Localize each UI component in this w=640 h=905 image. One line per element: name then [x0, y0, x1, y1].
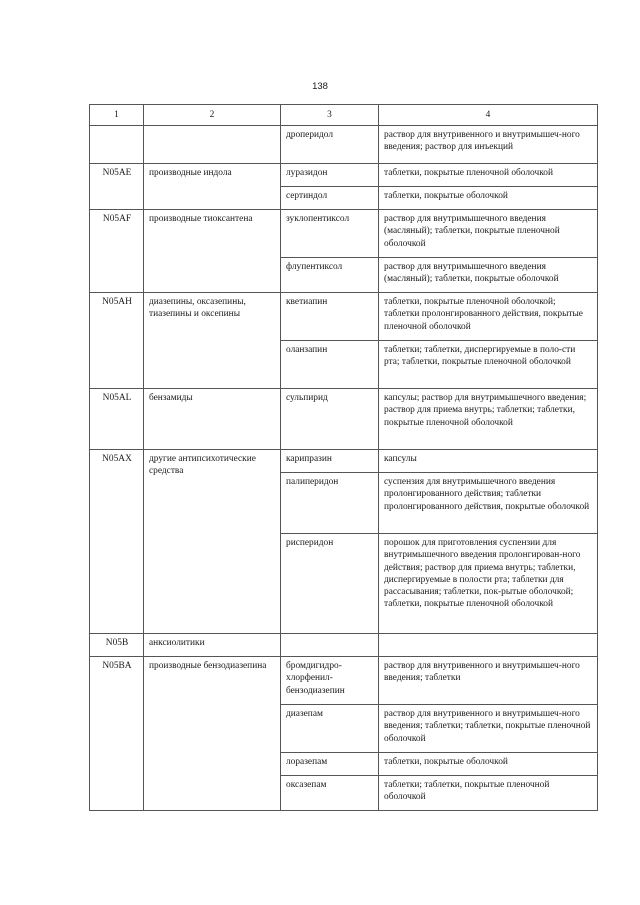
drug-name-cell: кветиапин: [281, 293, 379, 341]
group-name-cell: бензамиды: [144, 389, 281, 450]
drug-name-cell: рисперидон: [281, 534, 379, 634]
dosage-forms-cell: таблетки; таблетки, диспергируемые в поло-сти рта; таблетки, покрытые пленочной оболочкой: [379, 341, 598, 389]
dosage-forms-cell: суспензия для внутримышечного введения пролонгированного действия; таблетки пролонгированного действия, покрытые оболочкой: [379, 473, 598, 534]
drug-name-cell: зуклопентиксол: [281, 210, 379, 258]
dosage-forms-cell: таблетки, покрытые оболочкой: [379, 753, 598, 776]
drug-name-cell: оланзапин: [281, 341, 379, 389]
table-row: [90, 389, 598, 450]
column-header-4: 4: [379, 105, 598, 126]
drug-name-cell: [281, 634, 379, 657]
table-row: [90, 657, 598, 705]
group-name-cell: производные индола: [144, 164, 281, 210]
group-name-cell: производные тиоксантена: [144, 210, 281, 293]
dosage-forms-cell: таблетки, покрытые пленочной оболочкой; таблетки пролонгированного действия, покрытые пленочной оболочкой: [379, 293, 598, 341]
table-row: [90, 634, 598, 657]
atc-code-cell: N05AF: [90, 210, 144, 293]
group-name-cell: диазепины, оксазепины, тиазепины и оксепины: [144, 293, 281, 389]
table-row: [90, 164, 598, 187]
drug-name-cell: дроперидол: [281, 126, 379, 164]
dosage-forms-cell: раствор для внутривенного и внутримышеч-ного введения; таблетки; таблетки, покрытые пленочной оболочкой: [379, 705, 598, 753]
atc-code-cell: N05AH: [90, 293, 144, 389]
table-row: [90, 126, 598, 164]
dosage-forms-cell: капсулы; раствор для внутримышечного введения; раствор для приема внутрь; таблетки; таблетки, покрытые пленочной оболочкой: [379, 389, 598, 450]
group-name-cell: анксиолитики: [144, 634, 281, 657]
drug-name-cell: лоразепам: [281, 753, 379, 776]
table-row: [90, 450, 598, 473]
drug-classification-table: [89, 104, 598, 811]
table-row: [90, 210, 598, 258]
group-name-cell: производные бензодиазепина: [144, 657, 281, 811]
dosage-forms-cell: таблетки; таблетки, покрытые пленочной оболочкой: [379, 776, 598, 811]
dosage-forms-cell: капсулы: [379, 450, 598, 473]
drug-name-cell: палиперидон: [281, 473, 379, 534]
column-header-2: 2: [144, 105, 281, 126]
page-number: 138: [312, 81, 328, 92]
drug-name-cell: диазепам: [281, 705, 379, 753]
dosage-forms-cell: раствор для внутримышечного введения (масляный); таблетки, покрытые оболочкой: [379, 258, 598, 293]
atc-code-cell: N05AL: [90, 389, 144, 450]
table-row: [90, 293, 598, 341]
drug-name-cell: луразидон: [281, 164, 379, 187]
drug-name-cell: оксазепам: [281, 776, 379, 811]
drug-name-cell: бромдигидро-хлорфенил-бензодиазепин: [281, 657, 379, 705]
atc-code-cell: N05AE: [90, 164, 144, 210]
group-name-cell: другие антипсихотические средства: [144, 450, 281, 634]
table-header-row: [90, 105, 598, 126]
dosage-forms-cell: таблетки, покрытые пленочной оболочкой: [379, 164, 598, 187]
group-name-cell: [144, 126, 281, 164]
dosage-forms-cell: таблетки, покрытые оболочкой: [379, 187, 598, 210]
dosage-forms-cell: раствор для внутримышечного введения (масляный); таблетки, покрытые пленочной оболочкой: [379, 210, 598, 258]
atc-code-cell: N05B: [90, 634, 144, 657]
dosage-forms-cell: раствор для внутривенного и внутримышеч-ного введения; таблетки: [379, 657, 598, 705]
dosage-forms-cell: порошок для приготовления суспензии для внутримышечного введения пролонгирован-ного действия; раствор для приема внутрь; таблетки, диспергируемые в полости рта; таблетки для рассасывания; таблетки, пок-рытые оболочкой; таблетки, покрытые пленочной оболочкой: [379, 534, 598, 634]
drug-name-cell: сульпирид: [281, 389, 379, 450]
dosage-forms-cell: раствор для внутривенного и внутримышеч-ного введения; раствор для инъекций: [379, 126, 598, 164]
dosage-forms-cell: [379, 634, 598, 657]
column-header-3: 3: [281, 105, 379, 126]
atc-code-cell: N05BA: [90, 657, 144, 811]
drug-name-cell: карипразин: [281, 450, 379, 473]
atc-code-cell: [90, 126, 144, 164]
atc-code-cell: N05AX: [90, 450, 144, 634]
drug-name-cell: сертиндол: [281, 187, 379, 210]
column-header-1: 1: [90, 105, 144, 126]
drug-name-cell: флупентиксол: [281, 258, 379, 293]
